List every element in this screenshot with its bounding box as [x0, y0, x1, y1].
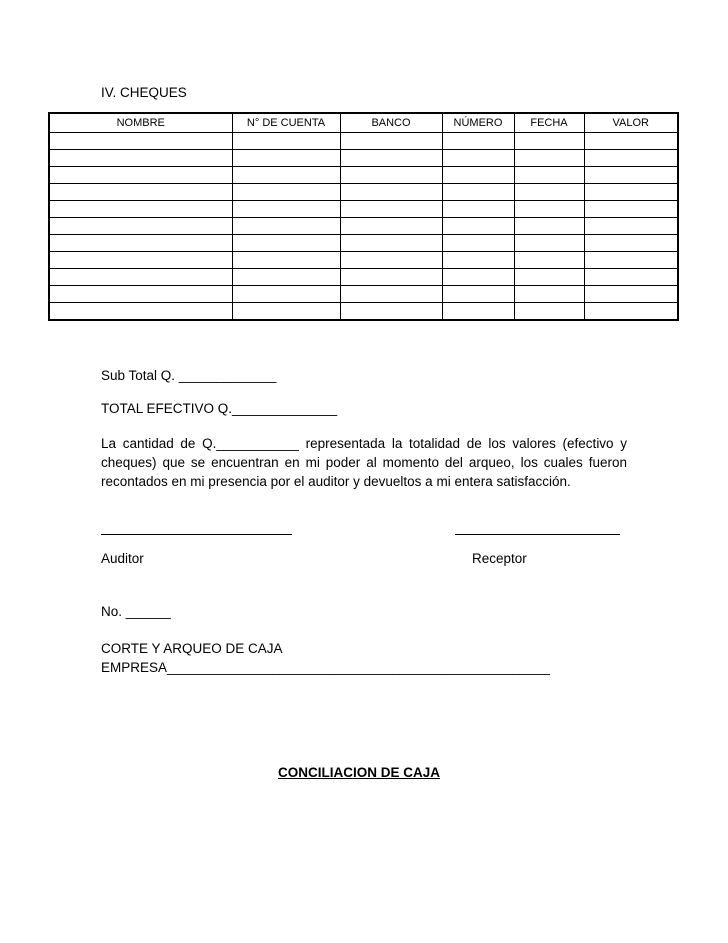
table-row — [49, 184, 678, 201]
table-cell — [49, 133, 232, 150]
table-cell — [232, 201, 340, 218]
table-cell — [340, 252, 442, 269]
table-cell — [442, 184, 514, 201]
table-row — [49, 167, 678, 184]
table-cell — [584, 133, 678, 150]
table-cell — [340, 303, 442, 321]
receptor-label: Receptor — [472, 551, 527, 566]
table-cell — [514, 167, 584, 184]
table-cell — [584, 167, 678, 184]
table-cell — [584, 303, 678, 321]
table-cell — [232, 235, 340, 252]
table-cell — [49, 150, 232, 167]
table-cell — [584, 218, 678, 235]
table-cell — [442, 218, 514, 235]
table-cell — [340, 218, 442, 235]
table-cell — [514, 252, 584, 269]
auditor-signature-line — [101, 534, 292, 535]
table-cell — [340, 184, 442, 201]
empresa-line: EMPRESA___________________________________________________ — [101, 660, 550, 675]
table-row — [49, 269, 678, 286]
table-cell — [49, 201, 232, 218]
header-fecha: FECHA — [514, 113, 584, 133]
table-cell — [232, 184, 340, 201]
table-body — [49, 133, 678, 321]
header-nombre: NOMBRE — [49, 113, 232, 133]
table-cell — [442, 201, 514, 218]
table-cell — [232, 303, 340, 321]
table-cell — [232, 218, 340, 235]
table-cell — [584, 252, 678, 269]
table-cell — [340, 150, 442, 167]
header-banco: BANCO — [340, 113, 442, 133]
table-cell — [442, 150, 514, 167]
table-cell — [442, 303, 514, 321]
header-numero-cuenta: N° DE CUENTA — [232, 113, 340, 133]
table-cell — [49, 252, 232, 269]
table-cell — [584, 184, 678, 201]
table-cell — [49, 303, 232, 321]
section-title: IV. CHEQUES — [101, 85, 187, 100]
table-cell — [514, 235, 584, 252]
table-cell — [514, 201, 584, 218]
conciliacion-title: CONCILIACION DE CAJA — [278, 765, 441, 780]
table-cell — [442, 235, 514, 252]
statement-paragraph: La cantidad de Q.___________ representada la totalidad de los valores (efectivo y cheques) que se encuentran en mi poder al momento del arqueo, los cuales fueron recontados en mi presencia por el auditor y devueltos a mi entera satisfacción. — [101, 436, 627, 489]
table-cell — [232, 252, 340, 269]
table-cell — [49, 235, 232, 252]
table-cell — [232, 286, 340, 303]
table-row — [49, 150, 678, 167]
table-cell — [584, 235, 678, 252]
table-cell — [514, 133, 584, 150]
table-cell — [232, 167, 340, 184]
table-cell — [514, 286, 584, 303]
table-cell — [442, 269, 514, 286]
table-cell — [340, 286, 442, 303]
table-cell — [514, 184, 584, 201]
table-cell — [232, 269, 340, 286]
header-numero: NÚMERO — [442, 113, 514, 133]
table-cell — [49, 167, 232, 184]
table-cell — [514, 150, 584, 167]
table-cell — [584, 269, 678, 286]
table-cell — [584, 286, 678, 303]
table-cell — [514, 269, 584, 286]
table-cell — [340, 269, 442, 286]
table-cell — [340, 201, 442, 218]
table-row — [49, 235, 678, 252]
table-cell — [442, 252, 514, 269]
table-cell — [232, 133, 340, 150]
table-cell — [340, 167, 442, 184]
table-row — [49, 286, 678, 303]
cheques-table — [48, 112, 679, 321]
header-valor: VALOR — [584, 113, 678, 133]
table-cell — [49, 184, 232, 201]
table-cell — [340, 235, 442, 252]
table-row — [49, 218, 678, 235]
table-cell — [514, 303, 584, 321]
table-cell — [584, 150, 678, 167]
table-header-row — [49, 113, 678, 133]
table-cell — [49, 218, 232, 235]
subtotal-line: Sub Total Q. _____________ — [101, 368, 277, 383]
table-cell — [232, 150, 340, 167]
receptor-signature-line — [455, 534, 620, 535]
number-line: No. ______ — [101, 604, 171, 619]
table-row — [49, 252, 678, 269]
table-row — [49, 133, 678, 150]
table-cell — [49, 269, 232, 286]
total-efectivo-line: TOTAL EFECTIVO Q.______________ — [101, 401, 338, 416]
table-cell — [442, 286, 514, 303]
table-row — [49, 303, 678, 321]
corte-title: CORTE Y ARQUEO DE CAJA — [101, 641, 283, 656]
table-cell — [340, 133, 442, 150]
table-cell — [584, 201, 678, 218]
table-cell — [49, 286, 232, 303]
table-cell — [514, 218, 584, 235]
table-cell — [442, 167, 514, 184]
auditor-label: Auditor — [101, 551, 144, 566]
table-cell — [442, 133, 514, 150]
table-row — [49, 201, 678, 218]
